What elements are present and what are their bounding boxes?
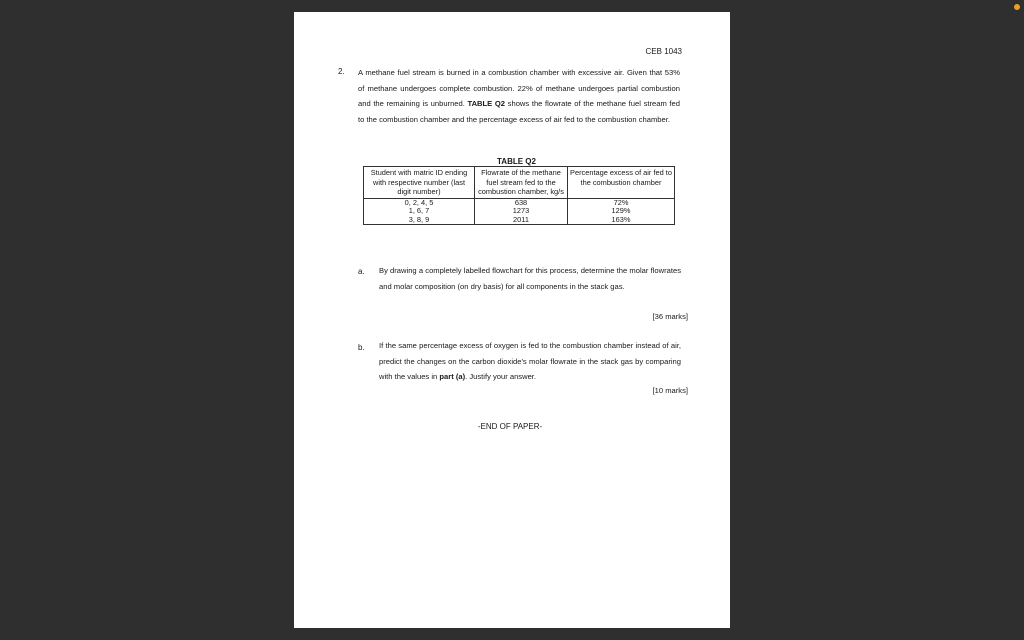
document-page	[294, 12, 730, 628]
table-cell: 1273	[475, 207, 568, 216]
table-title: TABLE Q2	[497, 157, 536, 166]
table-row	[364, 216, 675, 225]
table-cell: 129%	[568, 207, 675, 216]
part-reference: part (a)	[439, 372, 466, 381]
table-cell: 163%	[568, 216, 675, 225]
question-number: 2.	[338, 67, 345, 76]
end-of-paper: -END OF PAPER-	[477, 422, 543, 431]
table-cell: 638	[475, 198, 568, 207]
part-b-label: b.	[358, 343, 365, 352]
table-header-row	[364, 167, 675, 199]
question-text: A methane fuel stream is burned in a combustion chamber with excessive air. Given that 53% of methane undergoes complete combustion. 22% of methane undergoes partial combustion and the remaining is unburned. TABLE Q2 shows the flowrate of the methane fuel stream fed to the combustion chamber and the percentage excess of air fed to the combustion chamber.	[358, 68, 680, 124]
table-reference: TABLE Q2	[467, 99, 506, 108]
table-cell: 72%	[568, 198, 675, 207]
table-cell: 1, 6, 7	[364, 207, 475, 216]
data-table	[363, 166, 675, 225]
table-cell: 2011	[475, 216, 568, 225]
part-b-marks: [10 marks]	[652, 386, 688, 395]
status-indicator-dot	[1014, 4, 1020, 10]
part-a-marks: [36 marks]	[652, 312, 688, 321]
column-header: Flowrate of the methane fuel stream fed to the combustion chamber, kg/s	[475, 167, 568, 199]
part-b-text: If the same percentage excess of oxygen is fed to the combustion chamber instead of air, predict the changes on the carbon dioxide's molar flowrate in the stack gas by comparing with the values in part (a). Justify your answer.	[379, 341, 681, 381]
table-cell: 3, 8, 9	[364, 216, 475, 225]
column-header: Percentage excess of air fed to the combustion chamber	[568, 167, 675, 199]
column-header: Student with matric ID ending with respective number (last digit number)	[364, 167, 475, 199]
part-a-label: a.	[358, 267, 365, 276]
part-a-text: By drawing a completely labelled flowchart for this process, determine the molar flowrates and molar composition (on dry basis) for all components in the stack gas.	[379, 266, 681, 291]
course-code: CEB 1043	[645, 47, 682, 56]
table-cell: 0, 2, 4, 5	[364, 198, 475, 207]
